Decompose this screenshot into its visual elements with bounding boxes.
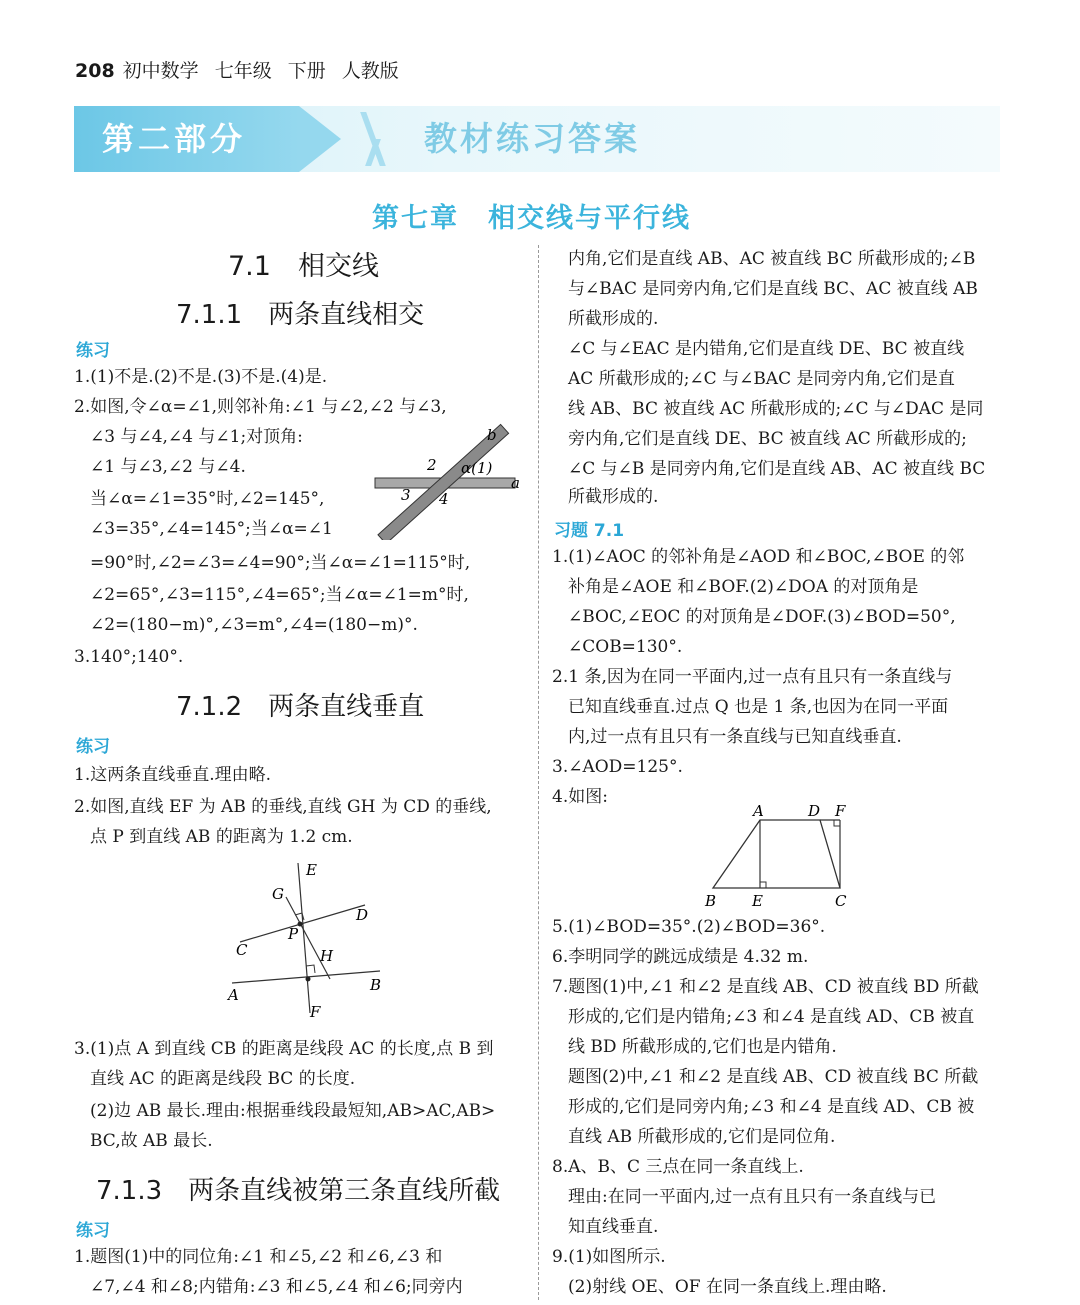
answer-line: 1.这两条直线垂直.理由略.	[74, 765, 272, 785]
answer-line: BC,故 AB 最长.	[90, 1131, 213, 1151]
label-E: E	[752, 892, 763, 910]
label-b: b	[487, 426, 497, 444]
answer-line: 3.∠AOD=125°.	[552, 757, 683, 777]
answer-line: 5.(1)∠BOD=35°.(2)∠BOD=36°.	[552, 917, 826, 937]
practice-label: 练习	[76, 737, 110, 757]
banner-part-label: 第二部分	[74, 106, 299, 172]
answer-line: 7.题图(1)中,∠1 和∠2 是直线 AB、CD 被直线 BD 所截	[552, 977, 979, 997]
answer-line: ∠C 与∠B 是同旁内角,它们是直线 AB、AC 被直线 BC	[568, 459, 986, 479]
answer-line: 知直线垂直.	[568, 1217, 659, 1237]
answer-line: 8.A、B、C 三点在同一条直线上.	[552, 1157, 804, 1177]
answer-line: 理由:在同一平面内,过一点有且只有一条直线与已	[568, 1187, 937, 1207]
answer-line: (2)射线 OE、OF 在同一条直线上.理由略.	[568, 1277, 887, 1297]
answer-line: ∠1 与∠3,∠2 与∠4.	[90, 457, 246, 477]
answer-line: 形成的,它们是内错角;∠3 和∠4 是直线 AD、CB 被直	[568, 1007, 975, 1027]
answer-line: 1.题图(1)中的同位角:∠1 和∠5,∠2 和∠6,∠3 和	[74, 1247, 443, 1267]
right-angle-mark	[834, 820, 840, 826]
answer-line: 3.(1)点 A 到直线 CB 的距离是线段 AC 的长度,点 B 到	[74, 1039, 494, 1059]
answer-line: 6.李明同学的跳远成绩是 4.32 m.	[552, 947, 809, 967]
answer-line: 直线 AC 的距离是线段 BC 的长度.	[90, 1069, 356, 1089]
label-alpha: α(1)	[461, 459, 493, 477]
answer-line: (2)边 AB 最长.理由:根据垂线段最短知,AB>AC,AB>	[90, 1101, 496, 1121]
answer-line: 补角是∠AOE 和∠BOF.(2)∠DOA 的对顶角是	[568, 577, 919, 597]
label-angle-2: 2	[427, 456, 437, 474]
answer-line: ∠C 与∠EAC 是内错角,它们是直线 DE、BC 被直线	[568, 339, 965, 359]
edition: 人教版	[341, 60, 399, 82]
answer-line: 当∠α=∠1=35°时,∠2=145°,	[90, 489, 325, 509]
answer-line: 所截形成的.	[568, 487, 659, 507]
chapter-title: 第七章 相交线与平行线	[372, 203, 691, 234]
line-CD	[240, 905, 365, 942]
label-B: B	[705, 892, 717, 910]
label-A: A	[228, 986, 239, 1004]
answer-line: 直线 AB 所截形成的,它们是同位角.	[568, 1127, 836, 1147]
answer-line: 线 BD 所截形成的,它们也是内错角.	[568, 1037, 837, 1057]
label-P: P	[288, 925, 299, 943]
part-banner	[74, 106, 1000, 172]
section-title-7-1-1: 7.1.1 两条直线相交	[176, 300, 425, 330]
answer-line: 9.(1)如图所示.	[552, 1247, 666, 1267]
right-angle-mark	[306, 965, 315, 973]
figure-trapezoid	[695, 800, 865, 915]
answer-line: 2.如图,令∠α=∠1,则邻补角:∠1 与∠2,∠2 与∠3,	[74, 397, 447, 417]
label-a: a	[511, 474, 520, 492]
label-H: H	[320, 947, 334, 965]
answer-line: 与∠BAC 是同旁内角,它们是直线 BC、AC 被直线 AB	[568, 279, 978, 299]
exercise-label: 习题 7.1	[554, 521, 625, 541]
answer-line: ∠7,∠4 和∠8;内错角:∠3 和∠5,∠4 和∠6;同旁内	[90, 1277, 463, 1297]
answer-line: 1.(1)∠AOC 的邻补角是∠AOD 和∠BOC,∠BOE 的邻	[552, 547, 965, 567]
answer-line: 内,过一点有且只有一条直线与已知直线垂直.	[568, 727, 902, 747]
section-title-7-1-3: 7.1.3 两条直线被第三条直线所截	[96, 1176, 501, 1206]
answer-line: ∠2=65°,∠3=115°,∠4=65°;当∠α=∠1=m°时,	[90, 585, 469, 605]
practice-label: 练习	[76, 1221, 110, 1241]
label-C: C	[236, 941, 248, 959]
answer-line: 点 P 到直线 AB 的距离为 1.2 cm.	[90, 827, 353, 847]
answer-line: ∠COB=130°.	[568, 637, 683, 657]
answer-line: 2.如图,直线 EF 为 AB 的垂线,直线 GH 为 CD 的垂线,	[74, 797, 492, 817]
section-title-7-1-2: 7.1.2 两条直线垂直	[176, 692, 425, 722]
label-D: D	[356, 906, 369, 924]
label-F: F	[835, 802, 846, 820]
intersection-point	[306, 977, 311, 982]
answer-line: ∠3=35°,∠4=145°;当∠α=∠1	[90, 519, 333, 539]
answer-line: 3.140°;140°.	[74, 647, 184, 667]
label-F: F	[310, 1003, 321, 1021]
banner-title: 教材练习答案	[424, 119, 640, 158]
label-D: D	[808, 802, 821, 820]
label-E: E	[306, 861, 317, 879]
answer-line: 2.1 条,因为在同一平面内,过一点有且只有一条直线与	[552, 667, 953, 687]
answer-line: AC 所截形成的;∠C 与∠BAC 是同旁内角,它们是直	[568, 369, 955, 389]
line-AB	[232, 971, 380, 983]
volume: 下册	[287, 60, 326, 82]
practice-label: 练习	[76, 341, 110, 361]
figure-perpendicular-lines	[220, 855, 390, 1025]
answer-line: ∠3 与∠4,∠4 与∠1;对顶角:	[90, 427, 303, 447]
answer-line: 4.如图:	[552, 787, 608, 807]
label-G: G	[272, 885, 284, 903]
label-angle-3: 3	[401, 486, 411, 504]
figure-intersecting-lines	[365, 420, 530, 540]
trapezoid-ABCD	[713, 820, 840, 888]
label-A: A	[753, 802, 764, 820]
answer-line: 线 AB、BC 被直线 AC 所截形成的;∠C 与∠DAC 是同	[568, 399, 984, 419]
label-B: B	[370, 976, 382, 994]
right-angle-mark	[760, 882, 766, 888]
label-C: C	[835, 892, 847, 910]
answer-line: 旁内角,它们是直线 DE、BC 被直线 AC 所截形成的;	[568, 429, 967, 449]
book-name: 初中数学	[122, 60, 199, 82]
answer-line: ∠BOC,∠EOC 的对顶角是∠DOF.(3)∠BOD=50°,	[568, 607, 956, 627]
answer-line: =90°时,∠2=∠3=∠4=90°;当∠α=∠1=115°时,	[90, 553, 471, 573]
section-title-7-1: 7.1 相交线	[228, 251, 379, 282]
answer-line: 形成的,它们是同旁内角;∠3 和∠4 是直线 AD、CB 被	[568, 1097, 975, 1117]
answer-line: 所截形成的.	[568, 309, 659, 329]
banner-arrow-decoration	[299, 106, 341, 172]
answer-line: 题图(2)中,∠1 和∠2 是直线 AB、CD 被直线 BC 所截	[568, 1067, 979, 1087]
answer-line: 已知直线垂直.过点 Q 也是 1 条,也因为在同一平面	[568, 697, 949, 717]
answer-line: 内角,它们是直线 AB、AC 被直线 BC 所截形成的;∠B	[568, 249, 976, 269]
point-P	[298, 922, 303, 927]
column-divider	[538, 245, 539, 1300]
answer-line: 1.(1)不是.(2)不是.(3)不是.(4)是.	[74, 367, 328, 387]
page-number: 208	[75, 60, 115, 82]
label-angle-4: 4	[439, 490, 449, 508]
answer-line: ∠2=(180−m)°,∠3=m°,∠4=(180−m)°.	[90, 615, 418, 635]
page-header	[75, 56, 415, 83]
grade: 七年级	[214, 60, 272, 82]
